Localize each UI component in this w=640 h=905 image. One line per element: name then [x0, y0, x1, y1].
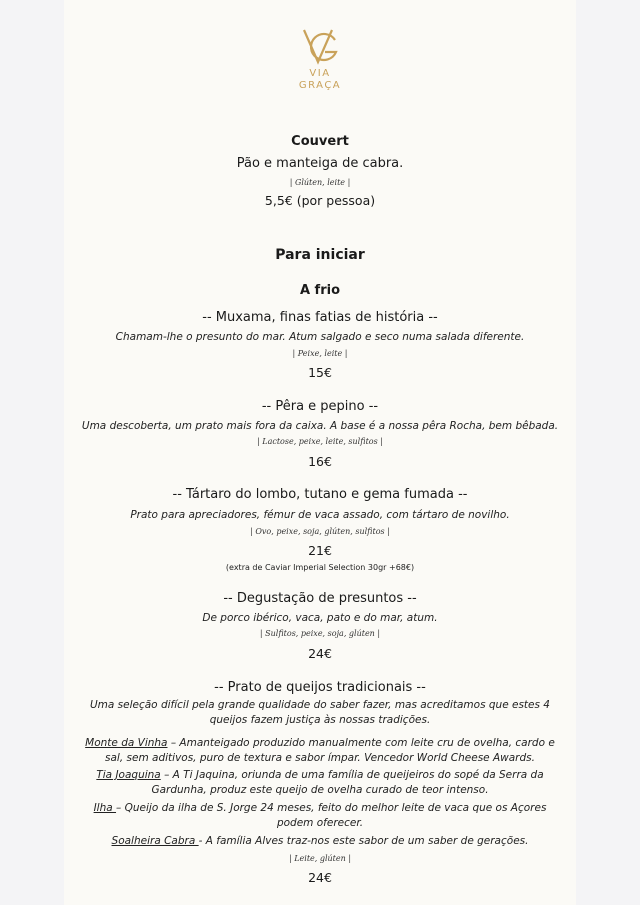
cheese-text: – Amanteigado produzido manualmente com leite cru de ovelha, cardo e sal, sem aditivos, puro de textura e sabor ímpar. Vencedor World Cheese Awards. [105, 737, 555, 764]
menu-item-price: 21€ [308, 543, 332, 558]
cheese-description [64, 736, 576, 766]
cheese-name: Monte da Vinha [85, 737, 168, 749]
menu-item-allergens: | Peixe, leite | [292, 349, 348, 358]
cheese-plate-price: 24€ [308, 870, 332, 885]
menu-item-description: Chamam-lhe o presunto do mar. Atum salgado e seco numa salada diferente. [115, 331, 525, 343]
menu-item-allergens: | Lactose, peixe, leite, sulfitos | [257, 437, 383, 446]
menu-item-title: -- Tártaro do lombo, tutano e gema fumada -- [172, 487, 468, 502]
cheese-name: Ilha [93, 802, 117, 814]
cheese-description [64, 834, 576, 849]
menu-item-description: De porco ibérico, vaca, pato e do mar, atum. [202, 612, 438, 624]
cheese-plate-intro: Uma seleção difícil pela grande qualidade do saber fazer, mas acreditamos que estes 4 queijos fazem justiça às nossas tradições. [89, 699, 550, 726]
couvert-allergens: | Glúten, leite | [289, 178, 351, 187]
restaurant-logo [64, 26, 576, 102]
cheese-description [64, 768, 576, 798]
vg-monogram-icon [299, 26, 341, 68]
menu-item-extra: (extra de Caviar Imperial Selection 30gr +68€) [225, 563, 415, 572]
menu-item-description: Prato para apreciadores, fémur de vaca assado, com tártaro de novilho. [130, 509, 510, 521]
menu-item-title: -- Muxama, finas fatias de história -- [202, 310, 438, 325]
cheese-text: – Queijo da ilha de S. Jorge 24 meses, feito do melhor leite de vaca que os Açores podem oferecer. [116, 802, 547, 829]
cheese-text: – A Ti Jaquina, oriunda de uma família de queijeiros do sopé da Serra da Gardunha, produz este queijo de ovelha curado de teor intenso. [151, 769, 544, 796]
menu-item-allergens: | Sulfitos, peixe, soja, glúten | [259, 629, 381, 638]
section-title: Para iniciar [275, 247, 365, 263]
couvert-item: Pão e manteiga de cabra. [236, 156, 404, 171]
menu-page [64, 0, 576, 905]
cheese-name: Tia Joaquina [96, 769, 161, 781]
menu-item-price: 24€ [308, 646, 332, 661]
cheese-plate-title: -- Prato de queijos tradicionais -- [214, 680, 426, 695]
menu-item-allergens: | Ovo, peixe, soja, glúten, sulfitos | [250, 527, 390, 536]
section-subtitle: A frio [299, 283, 341, 298]
couvert-price: 5,5€ (por pessoa) [264, 193, 376, 208]
logo-line-1: VIA [309, 68, 331, 79]
cheese-description [64, 801, 576, 831]
menu-item-description: Uma descoberta, um prato mais fora da caixa. A base é a nossa pêra Rocha, bem bêbada. [81, 420, 559, 432]
menu-item-price: 16€ [308, 454, 332, 469]
logo-line-2: GRAÇA [298, 80, 342, 91]
couvert-title: Couvert [291, 134, 349, 149]
cheese-plate-allergens: | Leite, glúten | [288, 854, 352, 863]
cheese-text: - A família Alves traz-nos este sabor de um saber de gerações. [198, 835, 529, 847]
menu-item-price: 15€ [308, 365, 332, 380]
menu-item-title: -- Pêra e pepino -- [261, 399, 379, 414]
cheese-name: Soalheira Cabra [111, 835, 199, 847]
menu-item-title: -- Degustação de presuntos -- [223, 591, 417, 606]
